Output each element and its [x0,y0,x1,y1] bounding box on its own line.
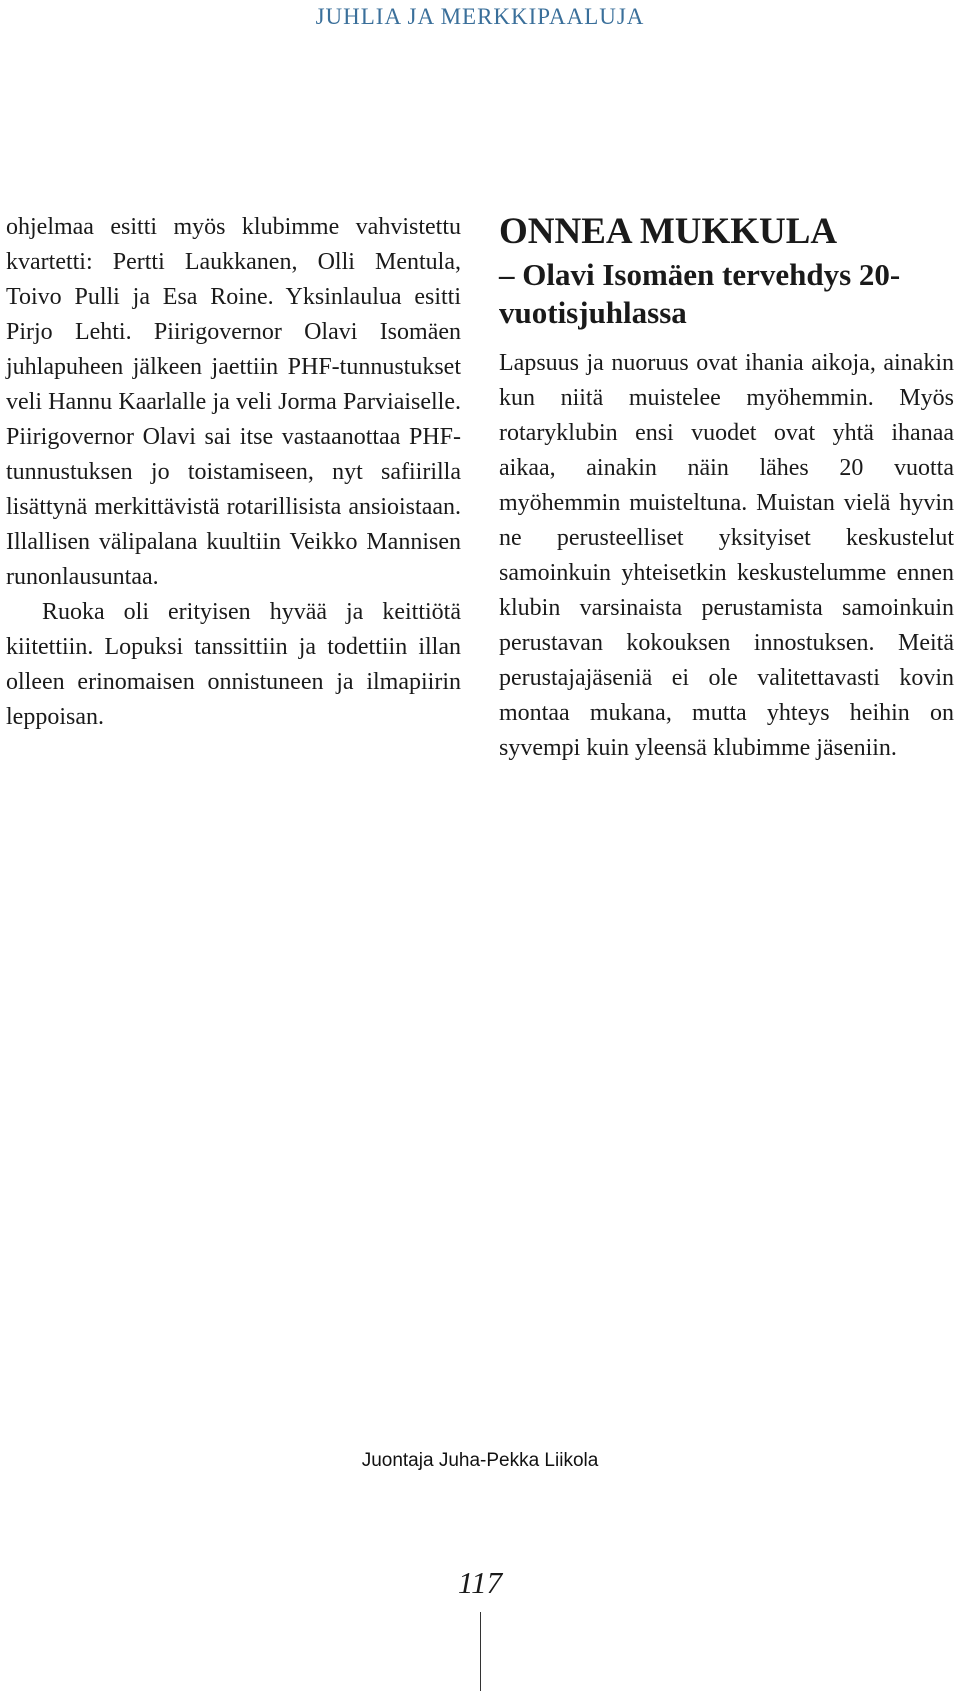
left-paragraph-1: ohjelmaa esitti myös klubimme vahvistettu kvartetti: Pertti Laukkanen, Olli Mentula, Toivo Pulli ja Esa Roine. Yksinlaulua esitti Pirjo Lehti. Piirigovernor Olavi Isomäen juhlapuheen jälkeen jaettiin PHF-tunnustukset veli Hannu Kaarlalle ja veli Jorma Parviaiselle. Piirigovernor Olavi sai itse vastaanottaa PHF-tunnustuksen jo toistamiseen, nyt safiirilla lisättynä merkittävistä rotarillisista ansioistaan. Illallisen välipalana kuultiin Veikko Mannisen runonlausuntaa. [6,214,461,590]
right-column [499,210,954,766]
article-subheading: – Olavi Isomäen tervehdys 20-vuotisjuhlassa [499,257,901,330]
left-column [6,210,461,735]
left-paragraph-2: Ruoka oli erityisen hyvää ja keittiötä kiitettiin. Lopuksi tanssittiin ja todettiin illan olleen erinomaisen onnistuneen ja ilmapiirin leppoisan. [6,599,461,730]
right-paragraph-1: Lapsuus ja nuoruus ovat ihania aikoja, ainakin kun niitä muistelee myöhemmin. Myös rotaryklubin ensi vuodet ovat yhtä ihanaa aikaa, ainakin näin lähes 20 vuotta myöhemmin muisteltuna. Muistan vielä hyvin ne perusteelliset yksityiset keskustelut samoinkuin yhteisetkin keskustelumme ennen klubin varsinaista perustamista samoinkuin perustavan kokouksen innostuksen. Meitä perustajajäseniä ei ole valitettavasti kovin montaa mukana, mutta yhteys heihin on syvempi kuin yleensä klubimme jäseniin. [499,350,954,761]
article-heading: ONNEA MUKKULA [499,211,838,252]
running-header: JUHLIA JA MERKKIPAALUJA [315,4,645,29]
page-number: 117 [457,1565,503,1600]
page-number-rule [480,1612,481,1691]
photo-caption: Juontaja Juha-Pekka Liikola [361,1450,599,1471]
